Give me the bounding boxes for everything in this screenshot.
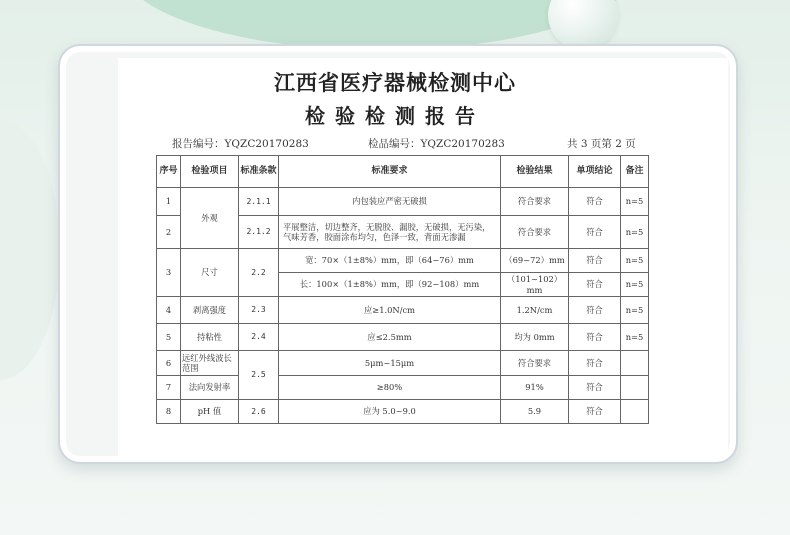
cell-requirement: 平展整洁，切边整齐，无脱胶、漏胶，无破损，无污染，气味芳香，胶面涂布均匀，色泽一致，背面无渗漏: [279, 216, 501, 249]
cell-no: 6: [157, 351, 181, 376]
cell-no: 1: [157, 188, 181, 216]
table-row: [157, 351, 649, 376]
cell-requirement: ≥80%: [279, 376, 501, 400]
cell-note: n=5: [621, 249, 649, 273]
cell-note: n=5: [621, 324, 649, 351]
cell-requirement: 内包装应严密无破损: [279, 188, 501, 216]
page-info: 共 3 页第 2 页: [567, 138, 636, 150]
cell-requirement: 5μm~15μm: [279, 351, 501, 376]
cell-clause: 2.5: [239, 351, 279, 400]
cell-note: [621, 400, 649, 424]
cell-result: （69~72）mm: [501, 249, 569, 273]
cell-verdict: 符合: [569, 351, 621, 376]
cell-verdict: 符合: [569, 400, 621, 424]
cell-requirement: 应为 5.0~9.0: [279, 400, 501, 424]
header-cell-verdict: 单项结论: [569, 156, 621, 188]
cell-no: 4: [157, 297, 181, 324]
header-cell-no: 序号: [157, 156, 181, 188]
cell-clause: 2.1.2: [239, 216, 279, 249]
cell-note: n=5: [621, 297, 649, 324]
cell-verdict: 符合: [569, 273, 621, 297]
cell-note: [621, 376, 649, 400]
cell-requirement: 应≤2.5mm: [279, 324, 501, 351]
header-cell-requirement: 标准要求: [279, 156, 501, 188]
cell-result: （101~102）mm: [501, 273, 569, 297]
cell-result: 91%: [501, 376, 569, 400]
header-cell-item: 检验项目: [181, 156, 239, 188]
cell-note: n=5: [621, 188, 649, 216]
table-row: [157, 400, 649, 424]
header-cell-result: 检验结果: [501, 156, 569, 188]
table-row: [157, 376, 649, 400]
cell-verdict: 符合: [569, 297, 621, 324]
cell-note: [621, 351, 649, 376]
cell-result: 均为 0mm: [501, 324, 569, 351]
cell-no: 5: [157, 324, 181, 351]
cell-requirement: 宽：70×（1±8%）mm，即（64~76）mm: [279, 249, 501, 273]
cell-result: 符合要求: [501, 216, 569, 249]
table-row: [157, 324, 649, 351]
cell-item: 外观: [181, 188, 239, 249]
inspection-table: [156, 155, 649, 424]
cell-result: 1.2N/cm: [501, 297, 569, 324]
cell-clause: 2.1.1: [239, 188, 279, 216]
cell-result: 5.9: [501, 400, 569, 424]
cell-clause: 2.4: [239, 324, 279, 351]
cell-verdict: 符合: [569, 376, 621, 400]
cell-item: 法向发射率: [181, 376, 239, 400]
cell-item: 远红外线波长范围: [181, 351, 239, 376]
cell-no: 3: [157, 249, 181, 297]
cell-note: n=5: [621, 216, 649, 249]
cell-clause: 2.6: [239, 400, 279, 424]
cell-item: pH 值: [181, 400, 239, 424]
cell-verdict: 符合: [569, 188, 621, 216]
cell-verdict: 符合: [569, 249, 621, 273]
table-header-row: [157, 156, 649, 188]
table-row: [157, 297, 649, 324]
cell-verdict: 符合: [569, 216, 621, 249]
cell-no: 7: [157, 376, 181, 400]
cell-no: 8: [157, 400, 181, 424]
decorative-bubble: [548, 0, 618, 50]
report-institution-title: 江西省医疗器械检测中心: [274, 70, 516, 95]
cell-clause: 2.2: [239, 249, 279, 297]
header-cell-note: 备注: [621, 156, 649, 188]
cell-verdict: 符合: [569, 324, 621, 351]
cell-item: 尺寸: [181, 249, 239, 297]
background-blob: [0, 120, 60, 380]
cell-item: 持粘性: [181, 324, 239, 351]
report-title: 检验检测报告: [305, 104, 485, 128]
cell-requirement: 应≥1.0N/cm: [279, 297, 501, 324]
cell-no: 2: [157, 216, 181, 249]
header-cell-clause: 标准条款: [239, 156, 279, 188]
table-row: [157, 188, 649, 216]
cell-note: n=5: [621, 273, 649, 297]
report-number: 报告编号：YQZC20170283: [172, 138, 309, 150]
cell-result: 符合要求: [501, 351, 569, 376]
cell-requirement: 长：100×（1±8%）mm，即（92~108）mm: [279, 273, 501, 297]
sample-number: 检品编号：YQZC20170283: [368, 138, 505, 150]
cell-result: 符合要求: [501, 188, 569, 216]
cell-clause: 2.3: [239, 297, 279, 324]
table-row: [157, 249, 649, 273]
cell-item: 剥离强度: [181, 297, 239, 324]
